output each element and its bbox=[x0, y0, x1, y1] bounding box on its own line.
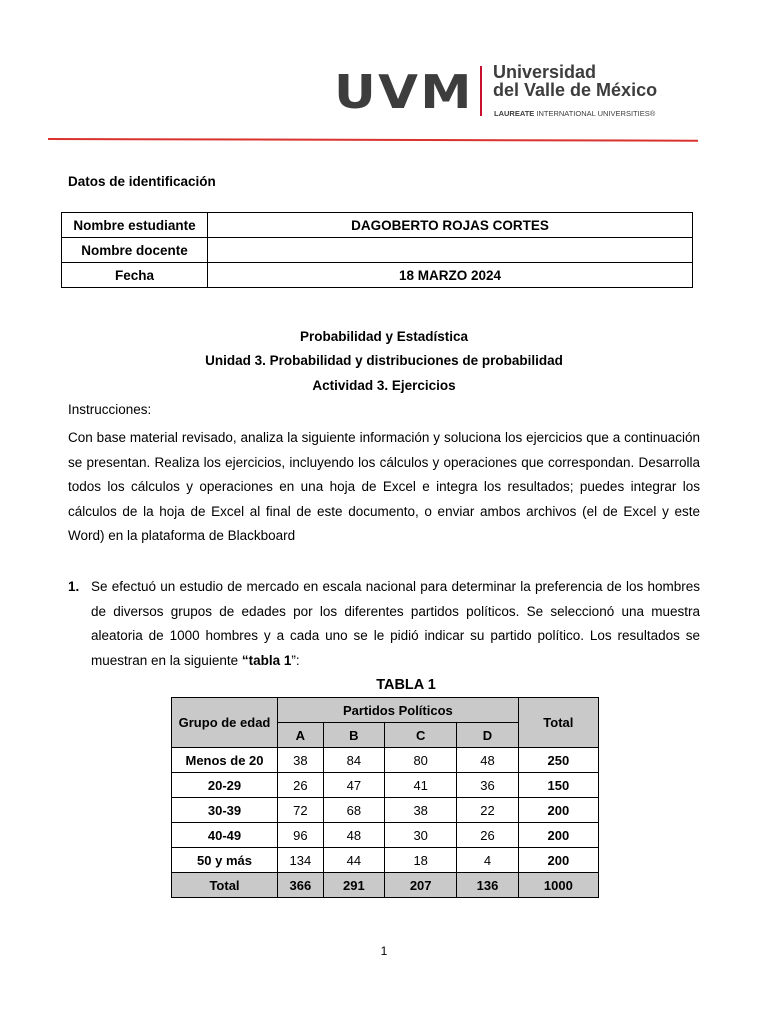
age-group-cell: 40-49 bbox=[172, 823, 278, 848]
value-cell: 22 bbox=[457, 798, 518, 823]
exercise-text-body: Se efectuó un estudio de mercado en escala nacional para determinar la preferencia de los hombres de diversos grupos de edades por los diferentes partidos políticos. Se seleccionó una muestra aleatoria de 1000 hombres y a cada uno se le pidió indicar su partido político. Los resultados se muestran en la siguiente bbox=[91, 579, 700, 668]
uvm-logo-mark: UVM bbox=[334, 65, 474, 119]
value-cell: 36 bbox=[457, 773, 518, 798]
party-preference-table bbox=[171, 697, 599, 898]
identification-table bbox=[61, 212, 693, 288]
laureate-tagline bbox=[494, 109, 655, 118]
id-label: Nombre estudiante bbox=[62, 213, 208, 238]
row-total-cell: 200 bbox=[518, 823, 598, 848]
laureate-rest: INTERNATIONAL UNIVERSITIES® bbox=[534, 109, 656, 118]
totals-label: Total bbox=[172, 873, 278, 898]
id-row-student bbox=[62, 213, 693, 238]
grand-total-cell: 1000 bbox=[518, 873, 598, 898]
id-value: DAGOBERTO ROJAS CORTES bbox=[208, 213, 693, 238]
id-row-teacher bbox=[62, 238, 693, 263]
value-cell: 134 bbox=[278, 848, 324, 873]
total-header: Total bbox=[518, 698, 598, 748]
value-cell: 26 bbox=[457, 823, 518, 848]
value-cell: 68 bbox=[323, 798, 384, 823]
id-label: Fecha bbox=[62, 263, 208, 288]
id-value: 18 MARZO 2024 bbox=[208, 263, 693, 288]
identification-title: Datos de identificación bbox=[68, 174, 216, 189]
value-cell: 44 bbox=[323, 848, 384, 873]
age-group-cell: 30-39 bbox=[172, 798, 278, 823]
exercise-text-end: ”: bbox=[291, 652, 300, 668]
age-group-cell: 20-29 bbox=[172, 773, 278, 798]
header-rule bbox=[48, 138, 698, 142]
age-group-cell: Menos de 20 bbox=[172, 748, 278, 773]
value-cell: 48 bbox=[323, 823, 384, 848]
column-total-cell: 136 bbox=[457, 873, 518, 898]
table-row bbox=[172, 848, 599, 873]
row-total-cell: 200 bbox=[518, 848, 598, 873]
row-total-cell: 250 bbox=[518, 748, 598, 773]
party-header: D bbox=[457, 723, 518, 748]
unit-title: Unidad 3. Probabilidad y distribuciones de probabilidad bbox=[205, 353, 563, 368]
table-row bbox=[172, 748, 599, 773]
id-value bbox=[208, 238, 693, 263]
university-name-line1: Universidad bbox=[493, 62, 597, 82]
column-total-cell: 207 bbox=[385, 873, 457, 898]
parties-header: Partidos Políticos bbox=[278, 698, 519, 723]
table-row bbox=[172, 773, 599, 798]
party-header: C bbox=[385, 723, 457, 748]
instructions-body: Con base material revisado, analiza la siguiente información y soluciona los ejercicios que a continuación se presentan. Realiza los ejercicios, incluyendo los cálculos y operaciones que correspondan. Desarrolla todos los cálculos y operaciones en una hoja de Excel e integra los resultados; puedes integrar los cálculos de la hoja de Excel al final de este documento, o enviar ambos archivos (el de Excel y este Word) en la plataforma de Blackboard bbox=[68, 430, 700, 543]
table-title: TABLA 1 bbox=[376, 677, 436, 693]
instructions-label: Instrucciones: bbox=[68, 402, 152, 417]
value-cell: 26 bbox=[278, 773, 324, 798]
university-name-line2: del Valle de México bbox=[493, 80, 658, 100]
university-name bbox=[493, 63, 657, 99]
laureate-bold: LAUREATE bbox=[494, 109, 535, 118]
value-cell: 4 bbox=[457, 848, 518, 873]
table-row bbox=[172, 798, 599, 823]
party-header: A bbox=[278, 723, 324, 748]
exercise-table-ref: “tabla 1 bbox=[241, 652, 292, 668]
value-cell: 80 bbox=[385, 748, 457, 773]
exercise-number: 1. bbox=[68, 579, 80, 594]
row-total-cell: 150 bbox=[518, 773, 598, 798]
totals-row bbox=[172, 873, 599, 898]
value-cell: 72 bbox=[278, 798, 324, 823]
value-cell: 84 bbox=[323, 748, 384, 773]
page-number: 1 bbox=[380, 944, 388, 958]
logo-divider bbox=[480, 66, 482, 116]
value-cell: 48 bbox=[457, 748, 518, 773]
value-cell: 96 bbox=[278, 823, 324, 848]
value-cell: 47 bbox=[323, 773, 384, 798]
value-cell: 41 bbox=[385, 773, 457, 798]
value-cell: 30 bbox=[385, 823, 457, 848]
exercise-text bbox=[91, 575, 700, 673]
party-header: B bbox=[323, 723, 384, 748]
course-title: Probabilidad y Estadística bbox=[299, 329, 469, 344]
table-row bbox=[172, 823, 599, 848]
age-group-cell: 50 y más bbox=[172, 848, 278, 873]
id-label: Nombre docente bbox=[62, 238, 208, 263]
age-group-header: Grupo de edad bbox=[172, 698, 278, 748]
column-total-cell: 366 bbox=[278, 873, 324, 898]
value-cell: 38 bbox=[278, 748, 324, 773]
value-cell: 18 bbox=[385, 848, 457, 873]
column-total-cell: 291 bbox=[323, 873, 384, 898]
row-total-cell: 200 bbox=[518, 798, 598, 823]
value-cell: 38 bbox=[385, 798, 457, 823]
activity-title: Actividad 3. Ejercicios bbox=[312, 378, 456, 393]
table-header-row bbox=[172, 698, 599, 723]
id-row-date bbox=[62, 263, 693, 288]
